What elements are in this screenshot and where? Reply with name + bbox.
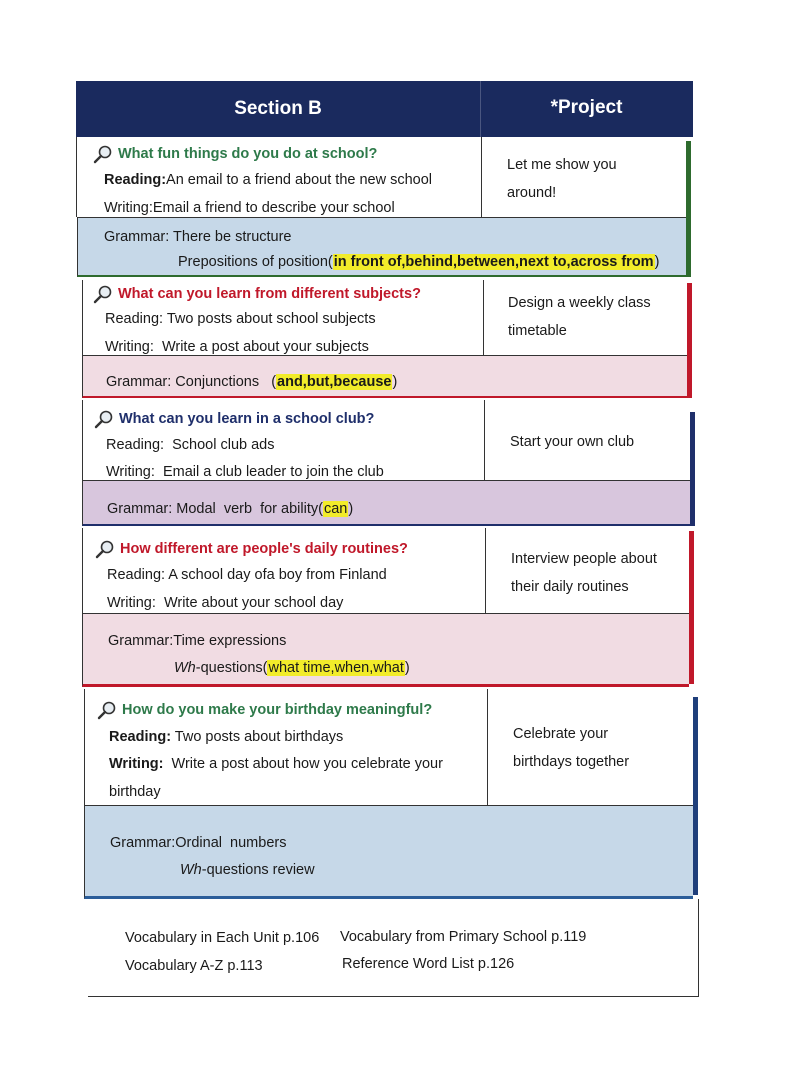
project-line-2: their daily routines (511, 579, 629, 595)
grammar-line-1: Grammar: Modal verb for ability(can) (107, 501, 354, 517)
grammar-line-2: Wh-questions review (180, 862, 315, 878)
table-header (76, 81, 693, 137)
grammar-box (84, 805, 693, 899)
reading-line: Reading: Two posts about birthdays (109, 729, 344, 745)
magnifier-icon (95, 539, 115, 559)
project-line-1: Celebrate your (513, 726, 609, 742)
reading-line: Reading:An email to a friend about the new school (104, 172, 433, 188)
writing-line: Writing: Write a post about your subjects (105, 339, 369, 355)
unit-bar (686, 141, 691, 277)
unit-bar (687, 283, 692, 398)
reading-line: Reading: A school day ofa boy from Finland (107, 567, 387, 583)
question-heading: What can you learn from different subjects? (93, 284, 421, 304)
header-section-b: Section B (76, 81, 481, 137)
writing-line: Writing: Write a post about how you celebrate your (109, 756, 443, 772)
grammar-line-2: Wh-questions(what time,when,what) (174, 660, 410, 676)
project-line-2: timetable (508, 323, 567, 339)
project-line-1: Interview people about (511, 551, 657, 567)
footer-link-vocab-each-unit: Vocabulary in Each Unit p.106 (125, 930, 320, 946)
reading-line: Reading: Two posts about school subjects (105, 311, 376, 327)
grammar-line-1: Grammar:Ordinal numbers (110, 835, 287, 851)
writing-line: Writing:Email a friend to describe your school (104, 200, 395, 216)
unit-bar (689, 531, 694, 684)
magnifier-icon (93, 284, 113, 304)
writing-line-2: birthday (109, 784, 161, 800)
unit-bar (690, 412, 695, 526)
project-line-2: birthdays together (513, 754, 630, 770)
footer-link-vocab-primary: Vocabulary from Primary School p.119 (340, 929, 587, 945)
header-project: *Project (550, 97, 623, 118)
grammar-line-2: Prepositions of position(in front of,behind,between,next to,across from) (178, 254, 660, 270)
project-line-1: Start your own club (510, 434, 635, 450)
reading-line: Reading: School club ads (106, 437, 275, 453)
magnifier-icon (93, 144, 113, 164)
question-heading: What can you learn in a school club? (94, 409, 374, 429)
footer-link-reference-list: Reference Word List p.126 (342, 956, 515, 972)
writing-line: Writing: Email a club leader to join the club (106, 464, 384, 480)
project-line-1: Let me show you (507, 157, 617, 173)
magnifier-icon (94, 409, 114, 429)
project-line-1: Design a weekly class (508, 295, 651, 311)
question-heading: How different are people's daily routines? (95, 539, 408, 559)
magnifier-icon (97, 700, 117, 720)
question-heading: What fun things do you do at school? (93, 144, 377, 164)
footer-link-vocab-a-z: Vocabulary A-Z p.113 (125, 958, 263, 974)
question-heading: How do you make your birthday meaningful? (97, 700, 432, 720)
grammar-line-1: Grammar: There be structure (104, 229, 292, 245)
project-line-2: around! (507, 185, 557, 201)
unit-bar (693, 697, 698, 895)
grammar-line-1: Grammar:Time expressions (108, 633, 287, 649)
writing-line: Writing: Write about your school day (107, 595, 344, 611)
grammar-line-1: Grammar: Conjunctions (and,but,because) (106, 374, 398, 390)
